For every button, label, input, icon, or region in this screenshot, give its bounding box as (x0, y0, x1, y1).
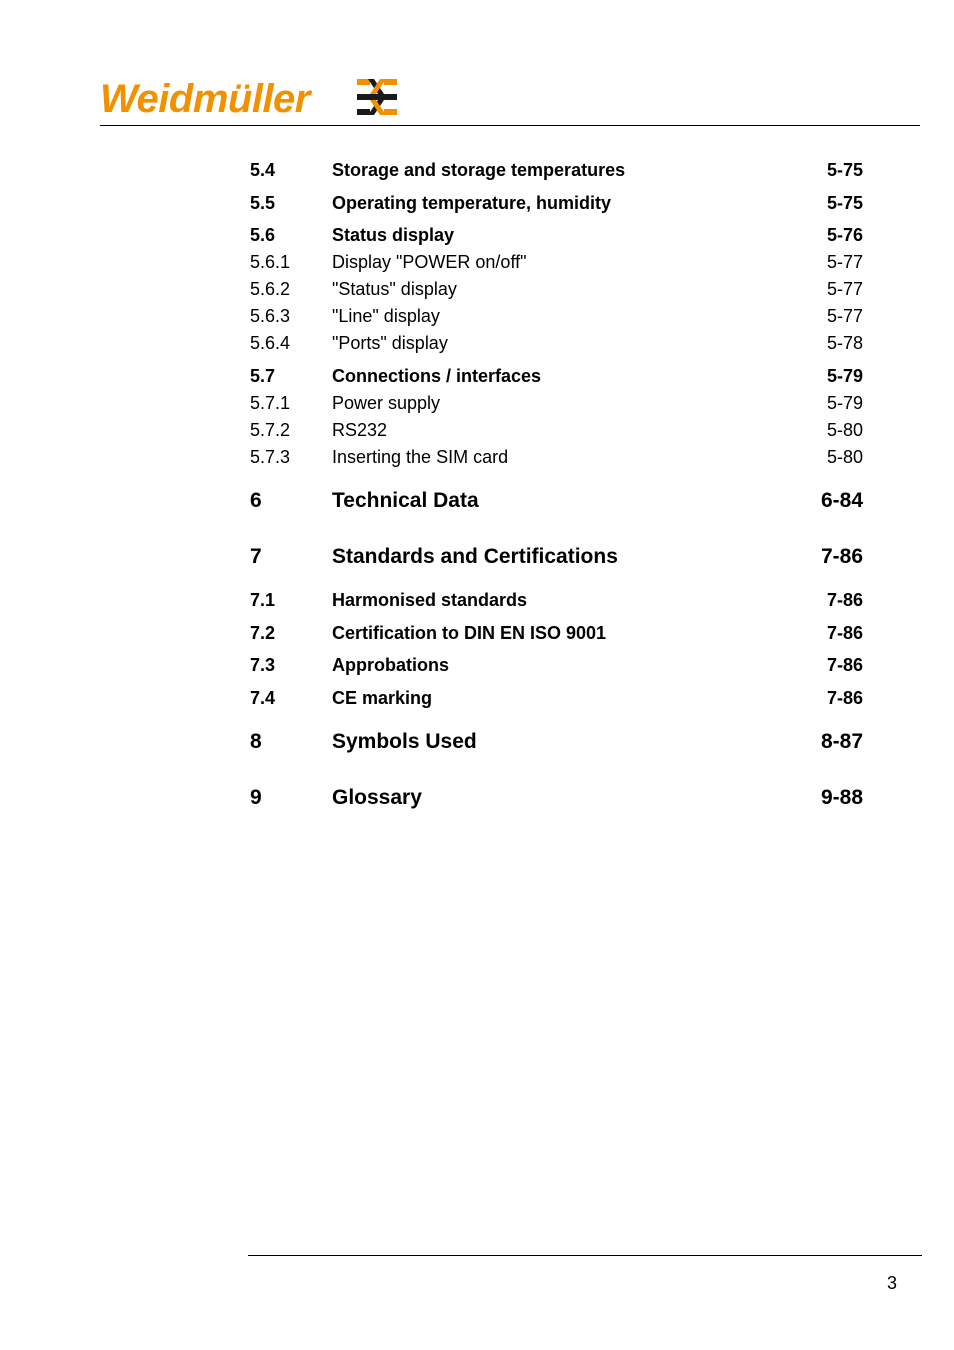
toc-entry-number: 7.4 (250, 688, 276, 708)
toc-entry-title: Connections / interfaces (332, 366, 542, 386)
page-number: 3 (886, 1273, 897, 1293)
weidmuller-cross-icon (355, 76, 399, 118)
toc-entry-page: 5-77 (826, 279, 863, 299)
toc-entry-number: 7.3 (250, 655, 276, 675)
toc-entry-title: CE marking (332, 688, 433, 708)
toc-entry-title: Certification to DIN EN ISO 9001 (332, 623, 607, 643)
brand-name: Weidmüller (100, 77, 310, 121)
toc-entry-number: 5.6 (250, 225, 276, 245)
toc-entry-title: Operating temperature, humidity (332, 193, 612, 213)
toc-entry-page: 5-75 (826, 193, 863, 213)
toc-entry-title: Approbations (332, 655, 449, 675)
footer-divider (248, 1255, 922, 1256)
toc-entry-title: "Status" display (332, 279, 457, 299)
toc-entry-number: 6 (250, 489, 262, 512)
toc-entry-number: 5.5 (250, 193, 276, 213)
toc-entry-page: 5-79 (826, 393, 863, 413)
toc-entry-page: 7-86 (826, 688, 863, 708)
toc-entry-title: Harmonised standards (332, 590, 528, 610)
toc-entry-page: 5-79 (826, 366, 863, 386)
toc-entry-number: 5.7.1 (250, 393, 291, 413)
toc-entry-number: 7.2 (250, 623, 276, 643)
toc-entry-number: 8 (250, 730, 262, 753)
toc-entry-title: Inserting the SIM card (332, 447, 509, 467)
toc-entry-number: 5.7.3 (250, 447, 291, 467)
toc-entry-title: Symbols Used (332, 730, 477, 753)
toc-entry-title: "Ports" display (332, 333, 448, 353)
toc-entry-page: 5-80 (826, 420, 863, 440)
toc-entry-title: RS232 (332, 420, 388, 440)
toc-entry-title: Standards and Certifications (332, 545, 618, 568)
toc-entry-page: 5-77 (826, 252, 863, 272)
toc-entry-page: 7-86 (826, 655, 863, 675)
toc-entry-page: 7-86 (826, 590, 863, 610)
toc-entry-page: 6-84 (820, 489, 863, 512)
toc-entry-title: "Line" display (332, 306, 440, 326)
toc-entry-page: 5-76 (826, 225, 863, 245)
toc-entry-page: 7-86 (826, 623, 863, 643)
toc-entry-number: 5.6.4 (250, 333, 291, 353)
toc-entry-page: 7-86 (820, 545, 863, 568)
toc-entry-number: 7.1 (250, 590, 276, 610)
toc-entry-page: 5-77 (826, 306, 863, 326)
toc-entry-title: Storage and storage temperatures (332, 160, 626, 180)
toc-entry-number: 5.7 (250, 366, 276, 386)
toc-entry-page: 5-75 (826, 160, 863, 180)
toc-entry-number: 5.7.2 (250, 420, 291, 440)
toc-entry-page: 5-80 (826, 447, 863, 467)
header-divider (100, 125, 920, 126)
toc-entry-page: 8-87 (820, 730, 863, 753)
toc-entry-number: 5.6.2 (250, 279, 291, 299)
toc-entry-title: Display "POWER on/off" (332, 252, 527, 272)
toc-entry-number: 5.6.3 (250, 306, 291, 326)
toc-entry-title: Technical Data (332, 489, 479, 512)
toc-entry-title: Glossary (332, 786, 422, 809)
toc-entry-number: 5.6.1 (250, 252, 291, 272)
toc-entry-number: 5.4 (250, 160, 276, 180)
toc-entry-title: Power supply (332, 393, 441, 413)
toc-entry-title: Status display (332, 225, 455, 245)
toc-entry-page: 5-78 (826, 333, 863, 353)
toc-entry-page: 9-88 (820, 786, 863, 809)
toc-entry-number: 9 (250, 786, 262, 809)
toc-entry-number: 7 (250, 545, 262, 568)
